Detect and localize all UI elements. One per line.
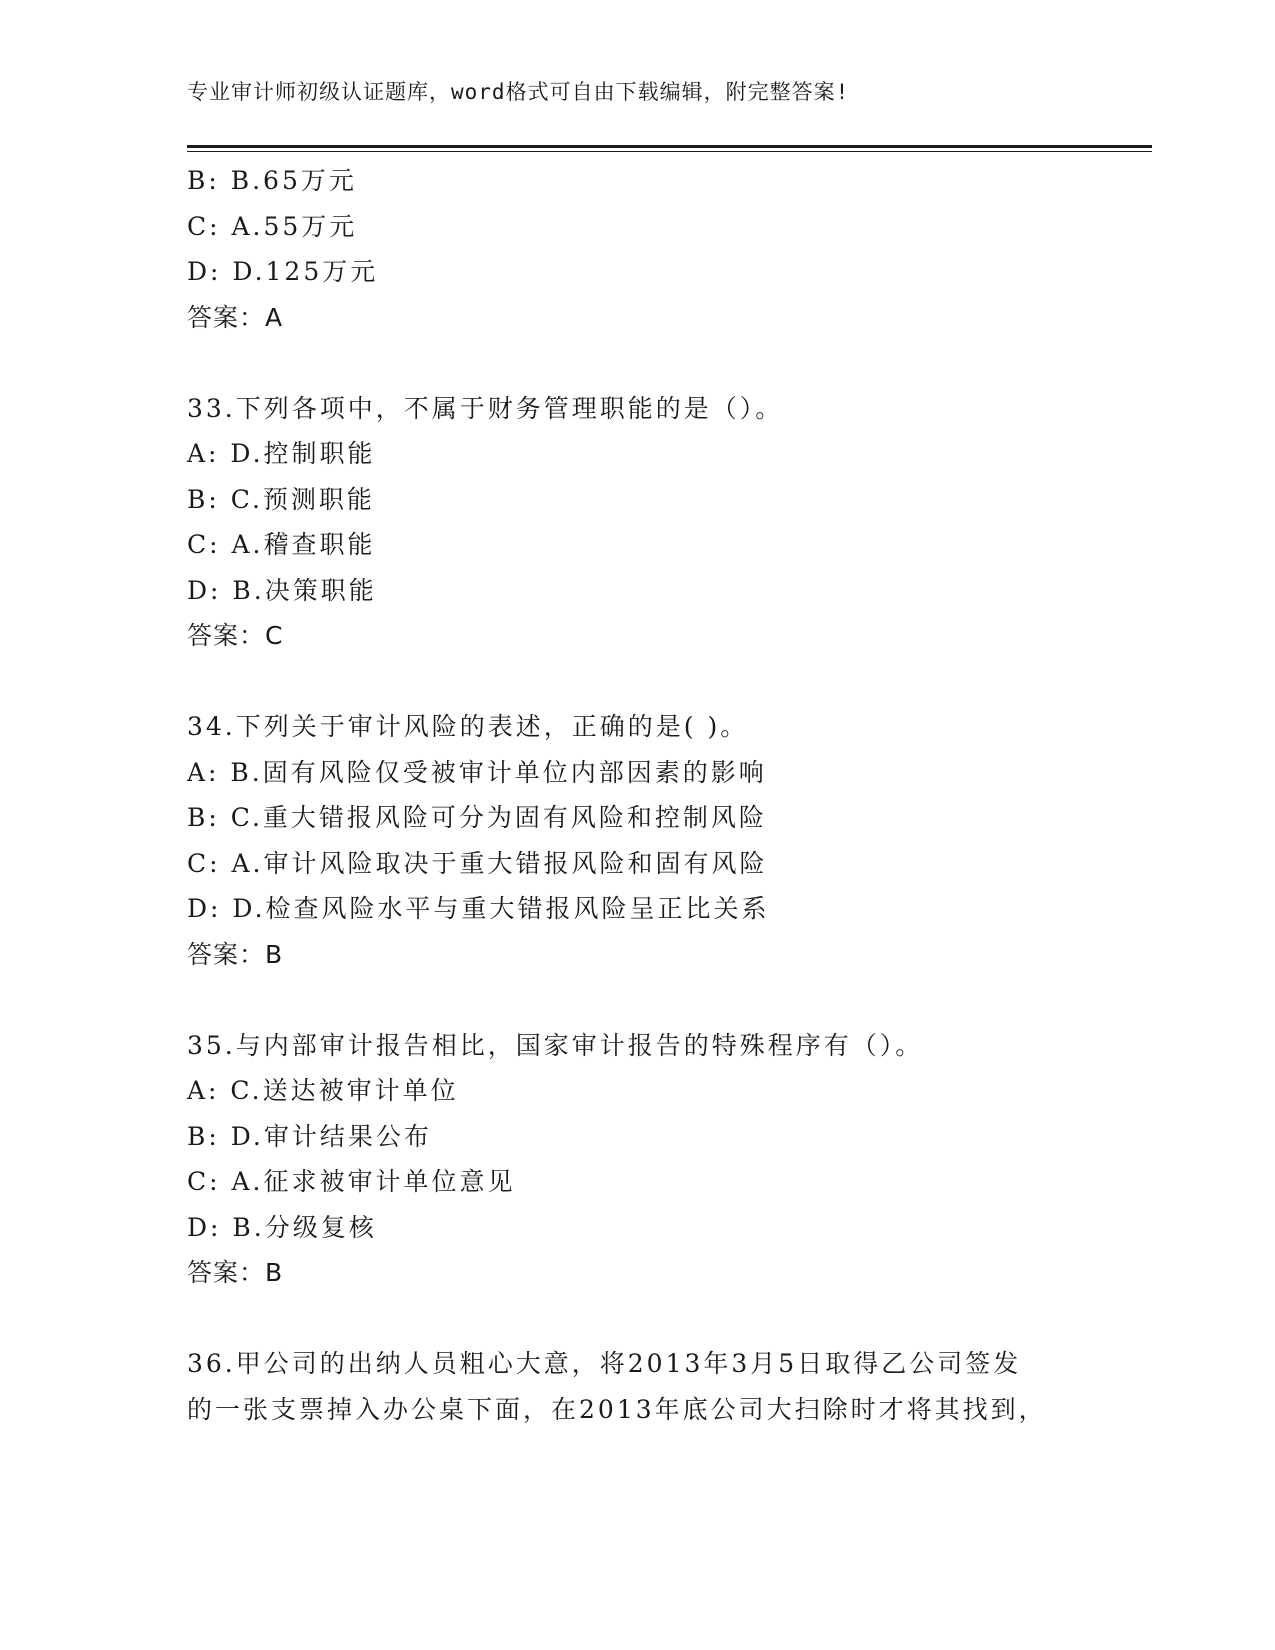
question-stem: 33.下列各项中，不属于财务管理职能的是（）。 (187, 393, 784, 423)
answer-line: 答案：A (187, 302, 284, 332)
option-c: C: A.征求被审计单位意见 (187, 1167, 516, 1196)
option-b: B: B.65万元 (187, 166, 357, 195)
header-divider-thin (187, 151, 1152, 152)
question-stem: 35.与内部审计报告相比，国家审计报告的特殊程序有（）。 (187, 1030, 924, 1060)
option-a: A: D.控制职能 (187, 439, 376, 468)
option-d: D: B.决策职能 (187, 575, 377, 605)
option-a: A: B.固有风险仅受被审计单位内部因素的影响 (187, 757, 767, 787)
option-c: C: A.审计风险取决于重大错报风险和固有风险 (187, 848, 768, 878)
question-stem: 34.下列关于审计风险的表述，正确的是( )。 (187, 712, 749, 741)
question-fragment (187, 158, 1117, 340)
question-stem-line-1: 36.甲公司的出纳人员粗心大意，将2013年3月5日取得乙公司签发 (187, 1349, 1022, 1378)
question-list (187, 158, 1117, 1432)
option-d: D: D.125万元 (187, 257, 379, 286)
option-b: B: C.预测职能 (187, 484, 375, 514)
question-34 (187, 704, 1117, 977)
answer-line: 答案：C (187, 621, 284, 650)
question-36 (187, 1341, 1117, 1432)
option-b: B: C.重大错报风险可分为固有风险和控制风险 (187, 803, 767, 832)
question-33 (187, 386, 1117, 659)
answer-line: 答案：B (187, 1258, 284, 1287)
option-d: D: D.检查风险水平与重大错报风险呈正比关系 (187, 894, 770, 923)
question-stem-line-2: 的一张支票掉入办公桌下面，在2013年底公司大扫除时才将其找到， (187, 1394, 1047, 1424)
option-c: C: A.稽查职能 (187, 530, 376, 559)
option-b: B: D.审计结果公布 (187, 1121, 432, 1151)
header-divider-thick (187, 145, 1152, 148)
question-35 (187, 1023, 1117, 1296)
option-d: D: B.分级复核 (187, 1212, 377, 1242)
option-a: A: C.送达被审计单位 (187, 1076, 459, 1105)
option-c: C: A.55万元 (187, 211, 358, 241)
answer-line: 答案：B (187, 939, 284, 969)
document-header: 专业审计师初级认证题库，word格式可自由下载编辑，附完整答案! (187, 80, 850, 104)
